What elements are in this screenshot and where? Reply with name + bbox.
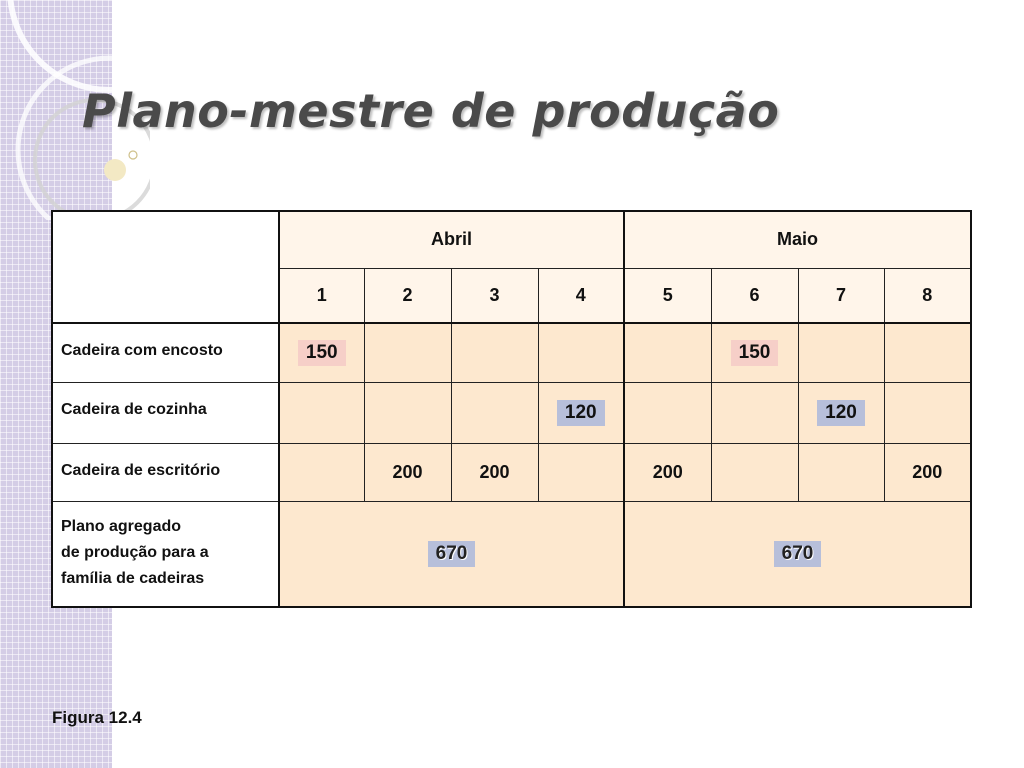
figure-caption: Figura 12.4 [52,708,142,727]
plan-cell: 200 [451,443,538,501]
aggregate-chip: 670 [774,541,822,567]
aggregate-label-line: família de cadeiras [61,569,205,587]
week-header: 4 [538,268,624,323]
week-header: 1 [279,268,364,323]
plan-cell [451,323,538,382]
week-header: 7 [798,268,884,323]
plan-cell [279,443,364,501]
aggregate-row-label [52,501,279,607]
plan-cell [538,323,624,382]
quantity-chip: 150 [298,340,346,366]
plan-cell [364,323,451,382]
plan-cell [711,323,798,382]
aggregate-cell-maio [624,501,971,607]
aggregate-label-line: de produção para a [61,543,209,561]
quantity-chip: 120 [557,400,605,426]
plan-cell [624,382,711,443]
slide-title: Plano-mestre de produção [82,84,780,138]
plan-cell [451,382,538,443]
plan-cell [538,443,624,501]
plan-cell [711,382,798,443]
aggregate-label-line: Plano agregado [61,517,182,535]
aggregate-chip: 670 [428,541,476,567]
row-label: Cadeira de escritório [52,443,279,501]
plan-cell [538,382,624,443]
month-header-maio: Maio [624,211,971,268]
aggregate-cell-abril [279,501,624,607]
month-header-abril: Abril [279,211,624,268]
plan-cell [884,382,971,443]
quantity-chip: 120 [817,400,865,426]
plan-cell [711,443,798,501]
plan-cell [798,323,884,382]
plan-cell [798,443,884,501]
plan-cell [884,323,971,382]
week-header: 6 [711,268,798,323]
week-header: 3 [451,268,538,323]
week-header: 5 [624,268,711,323]
plan-cell: 200 [884,443,971,501]
plan-cell [798,382,884,443]
row-label: Cadeira com encosto [52,323,279,382]
table-corner-cell [52,211,279,323]
plan-cell [279,382,364,443]
production-plan-table [51,210,972,608]
plan-cell [364,382,451,443]
week-header: 2 [364,268,451,323]
plan-cell [279,323,364,382]
plan-cell: 200 [364,443,451,501]
week-header: 8 [884,268,971,323]
plan-cell: 200 [624,443,711,501]
row-label: Cadeira de cozinha [52,382,279,443]
plan-cell [624,323,711,382]
quantity-chip: 150 [731,340,779,366]
